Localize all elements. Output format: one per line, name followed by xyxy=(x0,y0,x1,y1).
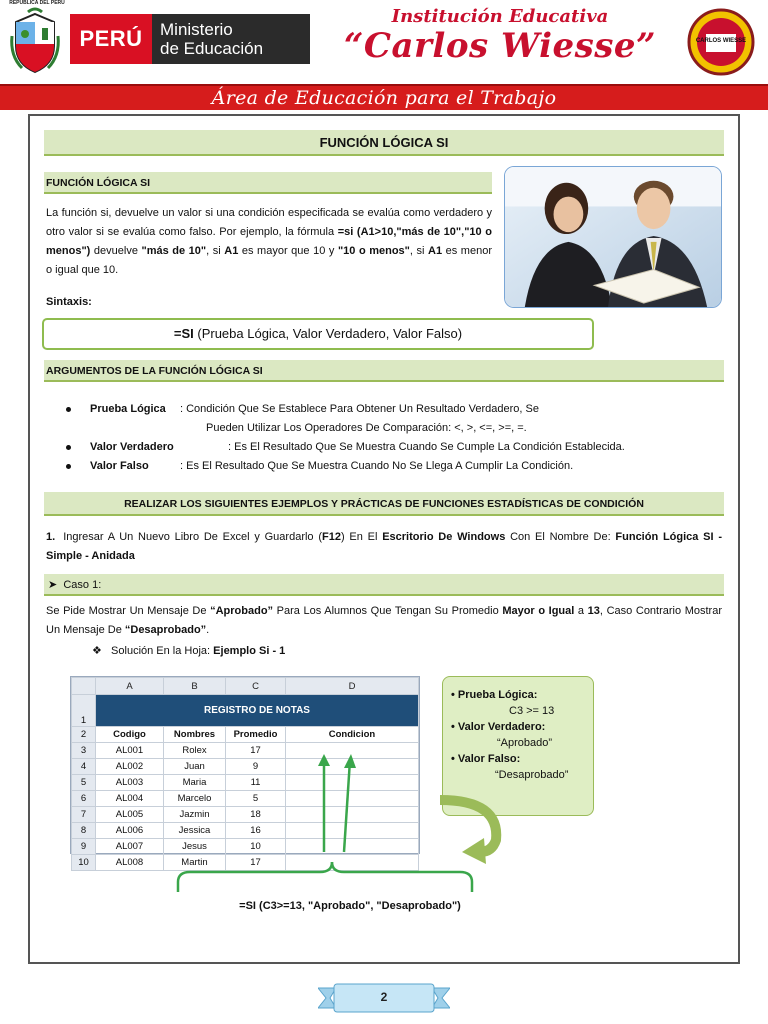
table-cell: AL007 xyxy=(96,839,164,855)
syntax-args: (Prueba Lógica, Valor Verdadero, Valor Falso) xyxy=(193,326,463,341)
column-header: D xyxy=(286,678,419,695)
table-row xyxy=(72,695,419,727)
emphasis-text: 13 xyxy=(587,605,600,617)
syntax-box xyxy=(42,318,594,350)
row-number: 1 xyxy=(72,695,96,727)
argument-term: Valor Verdadero xyxy=(90,441,174,453)
row-number: 10 xyxy=(72,855,96,871)
argument-desc: : Es El Resultado Que Se Muestra Cuando No Se Llega A Cumplir La Condición. xyxy=(180,460,574,472)
syntax-label: Sintaxis: xyxy=(46,296,92,308)
table-cell: AL004 xyxy=(96,791,164,807)
table-header: Codigo xyxy=(96,727,164,743)
page-header xyxy=(0,0,768,109)
argument-term: Prueba Lógica xyxy=(90,403,166,415)
text-run: . xyxy=(206,624,210,636)
table-cell: AL008 xyxy=(96,855,164,871)
list-item xyxy=(66,457,706,476)
text-run: Se Pide Mostrar Un Mensaje De xyxy=(46,605,211,617)
table-cell: AL002 xyxy=(96,759,164,775)
table-cell: 9 xyxy=(226,759,286,775)
column-header-row xyxy=(72,678,419,695)
solution-sheet: Ejemplo Si - 1 xyxy=(213,645,286,657)
text-run: , si xyxy=(409,245,429,257)
row-number: 7 xyxy=(72,807,96,823)
peru-logo: PERÚ xyxy=(70,14,152,64)
text-run: Con El Nombre De: xyxy=(505,531,616,543)
arguments-heading: ARGUMENTOS DE LA FUNCIÓN LÓGICA SI xyxy=(44,360,724,382)
argument-desc: : Es El Resultado Que Se Muestra Cuando Se Cumple La Condición Establecida. xyxy=(228,441,625,453)
row-number: 3 xyxy=(72,743,96,759)
text-run: es mayor que 10 y xyxy=(238,245,338,257)
table-header: Condicion xyxy=(286,727,419,743)
table-cell: 18 xyxy=(226,807,286,823)
table-cell: 17 xyxy=(226,855,286,871)
business-people-photo xyxy=(504,166,722,308)
argument-desc: Pueden Utilizar Los Operadores De Comparación: <, >, <=, >=, =. xyxy=(206,422,527,434)
curved-arrow-icon xyxy=(440,800,496,852)
arguments-list xyxy=(66,400,706,476)
text-run: Para Los Alumnos Que Tengan Su Promedio xyxy=(273,605,503,617)
case-label: Caso 1: xyxy=(63,579,102,591)
emphasis-text: “Aprobado” xyxy=(210,605,274,617)
text-run: , si xyxy=(206,245,225,257)
text-run: Ingresar A Un Nuevo Libro De Excel y Guardarlo ( xyxy=(63,531,322,543)
table-cell: AL005 xyxy=(96,807,164,823)
text-run: La función si, devuelve un valor si una condición especificada se evalúa como verdadero y otro valor si se evalúa como falso. Por ejemplo, la fórmula xyxy=(46,207,492,238)
bullet-icon xyxy=(66,445,71,450)
peru-shield-icon xyxy=(8,6,62,74)
sheet-title: REGISTRO DE NOTAS xyxy=(96,695,419,727)
table-cell: Marcelo xyxy=(164,791,226,807)
intro-paragraph xyxy=(46,204,492,280)
area-banner xyxy=(0,84,768,110)
table-cell: 17 xyxy=(226,743,286,759)
text-run: devuelve xyxy=(90,245,142,257)
row-number: 6 xyxy=(72,791,96,807)
text-run: es menor o igual que 10. xyxy=(46,245,492,276)
page-title: FUNCIÓN LÓGICA SI xyxy=(44,130,724,156)
callout-term: • Valor Verdadero: xyxy=(451,721,546,733)
table-cell: 16 xyxy=(226,823,286,839)
row-number: 2 xyxy=(72,727,96,743)
table-cell: AL006 xyxy=(96,823,164,839)
column-header: C xyxy=(226,678,286,695)
table-cell: AL003 xyxy=(96,775,164,791)
area-title: Área de Educación para el Trabajo xyxy=(211,87,557,109)
institution-name: “Carlos Wiesse” xyxy=(343,26,657,66)
text-run: , Caso Contrario Mostrar Un Mensaje De xyxy=(46,605,723,636)
emphasis-text: “Desaprobado” xyxy=(124,624,207,636)
solution-line xyxy=(92,644,285,657)
emphasis-text: A1 xyxy=(428,245,443,257)
emphasis-text: "más de 10" xyxy=(141,245,207,257)
table-cell: Jessica xyxy=(164,823,226,839)
table-cell: 5 xyxy=(226,791,286,807)
bullet-icon xyxy=(66,464,71,469)
table-cell: Jesus xyxy=(164,839,226,855)
formula-diagram-arrows xyxy=(60,740,720,920)
emphasis-text: Función Lógica SI - Simple - Anidada xyxy=(46,531,723,562)
row-number: 8 xyxy=(72,823,96,839)
table-cell: 10 xyxy=(226,839,286,855)
table-cell: Rolex xyxy=(164,743,226,759)
svg-text:CARLOS WIESSE: CARLOS WIESSE xyxy=(695,38,747,44)
section-heading-funcion: FUNCIÓN LÓGICA SI xyxy=(44,172,492,194)
case-paragraph xyxy=(46,602,722,640)
table-cell: Jazmin xyxy=(164,807,226,823)
brace-icon xyxy=(178,862,472,892)
emphasis-text: F12 xyxy=(321,531,341,543)
text-run: ) En El xyxy=(340,531,383,543)
argument-term: Valor Falso xyxy=(90,460,149,472)
row-number: 9 xyxy=(72,839,96,855)
bullet-icon xyxy=(66,407,71,412)
emphasis-text: A1 xyxy=(224,245,239,257)
table-cell: AL001 xyxy=(96,743,164,759)
row-number: 4 xyxy=(72,759,96,775)
institution-label: Institución Educativa xyxy=(391,6,609,27)
emphasis-text: Escritorio De Windows xyxy=(382,531,506,543)
ministry-line-2: de Educación xyxy=(160,39,264,58)
table-header: Nombres xyxy=(164,727,226,743)
solution-prefix: Solución En la Hoja: xyxy=(111,645,214,657)
callout-term: • Valor Falso: xyxy=(451,753,521,765)
emphasis-text: =si (A1>10,"más de 10","10 o menos") xyxy=(46,226,492,257)
emphasis-text: 1. xyxy=(46,531,56,543)
table-cell: Maria xyxy=(164,775,226,791)
list-item xyxy=(66,438,706,457)
table-cell: Martin xyxy=(164,855,226,871)
callout-value: “Desaprobado” xyxy=(495,769,569,781)
corner-cell xyxy=(72,678,96,695)
step-paragraph xyxy=(46,528,722,566)
list-item-continuation xyxy=(66,419,706,438)
school-crest-icon xyxy=(686,6,756,78)
page-number-badge xyxy=(318,980,450,1016)
callout-term: • Prueba Lógica: xyxy=(451,689,538,701)
case-heading xyxy=(44,574,724,596)
callout-value: C3 >= 13 xyxy=(509,705,555,717)
column-header: A xyxy=(96,678,164,695)
row-number: 5 xyxy=(72,775,96,791)
list-item xyxy=(66,400,706,419)
diamond-bullet-icon: ❖ xyxy=(92,645,102,657)
column-header: B xyxy=(164,678,226,695)
table-cell: Juan xyxy=(164,759,226,775)
argument-desc: : Condición Que Se Establece Para Obtener Un Resultado Verdadero, Se xyxy=(180,403,539,415)
table-cell: 11 xyxy=(226,775,286,791)
emphasis-text: "10 o menos" xyxy=(337,245,410,257)
table-header: Promedio xyxy=(226,727,286,743)
ministry-logo xyxy=(152,14,310,64)
callout-value: “Aprobado” xyxy=(497,737,553,749)
page-number: 2 xyxy=(380,990,388,1004)
practice-heading: REALIZAR LOS SIGUIENTES EJEMPLOS Y PRÁCTICAS DE FUNCIONES ESTADÍSTICAS DE CONDICIÓN xyxy=(44,492,724,516)
shield-caption: REPÚBLICA DEL PERÚ xyxy=(9,0,65,6)
formula-text: =SI (C3>=13, "Aprobado", "Desaprobado") xyxy=(239,900,461,912)
arrow-bullet-icon: ➤ xyxy=(48,579,58,591)
ministry-line-1: Ministerio xyxy=(160,20,233,39)
emphasis-text: Mayor o Igual xyxy=(502,605,575,617)
text-run: a xyxy=(574,605,588,617)
syntax-func: =SI xyxy=(173,326,194,341)
